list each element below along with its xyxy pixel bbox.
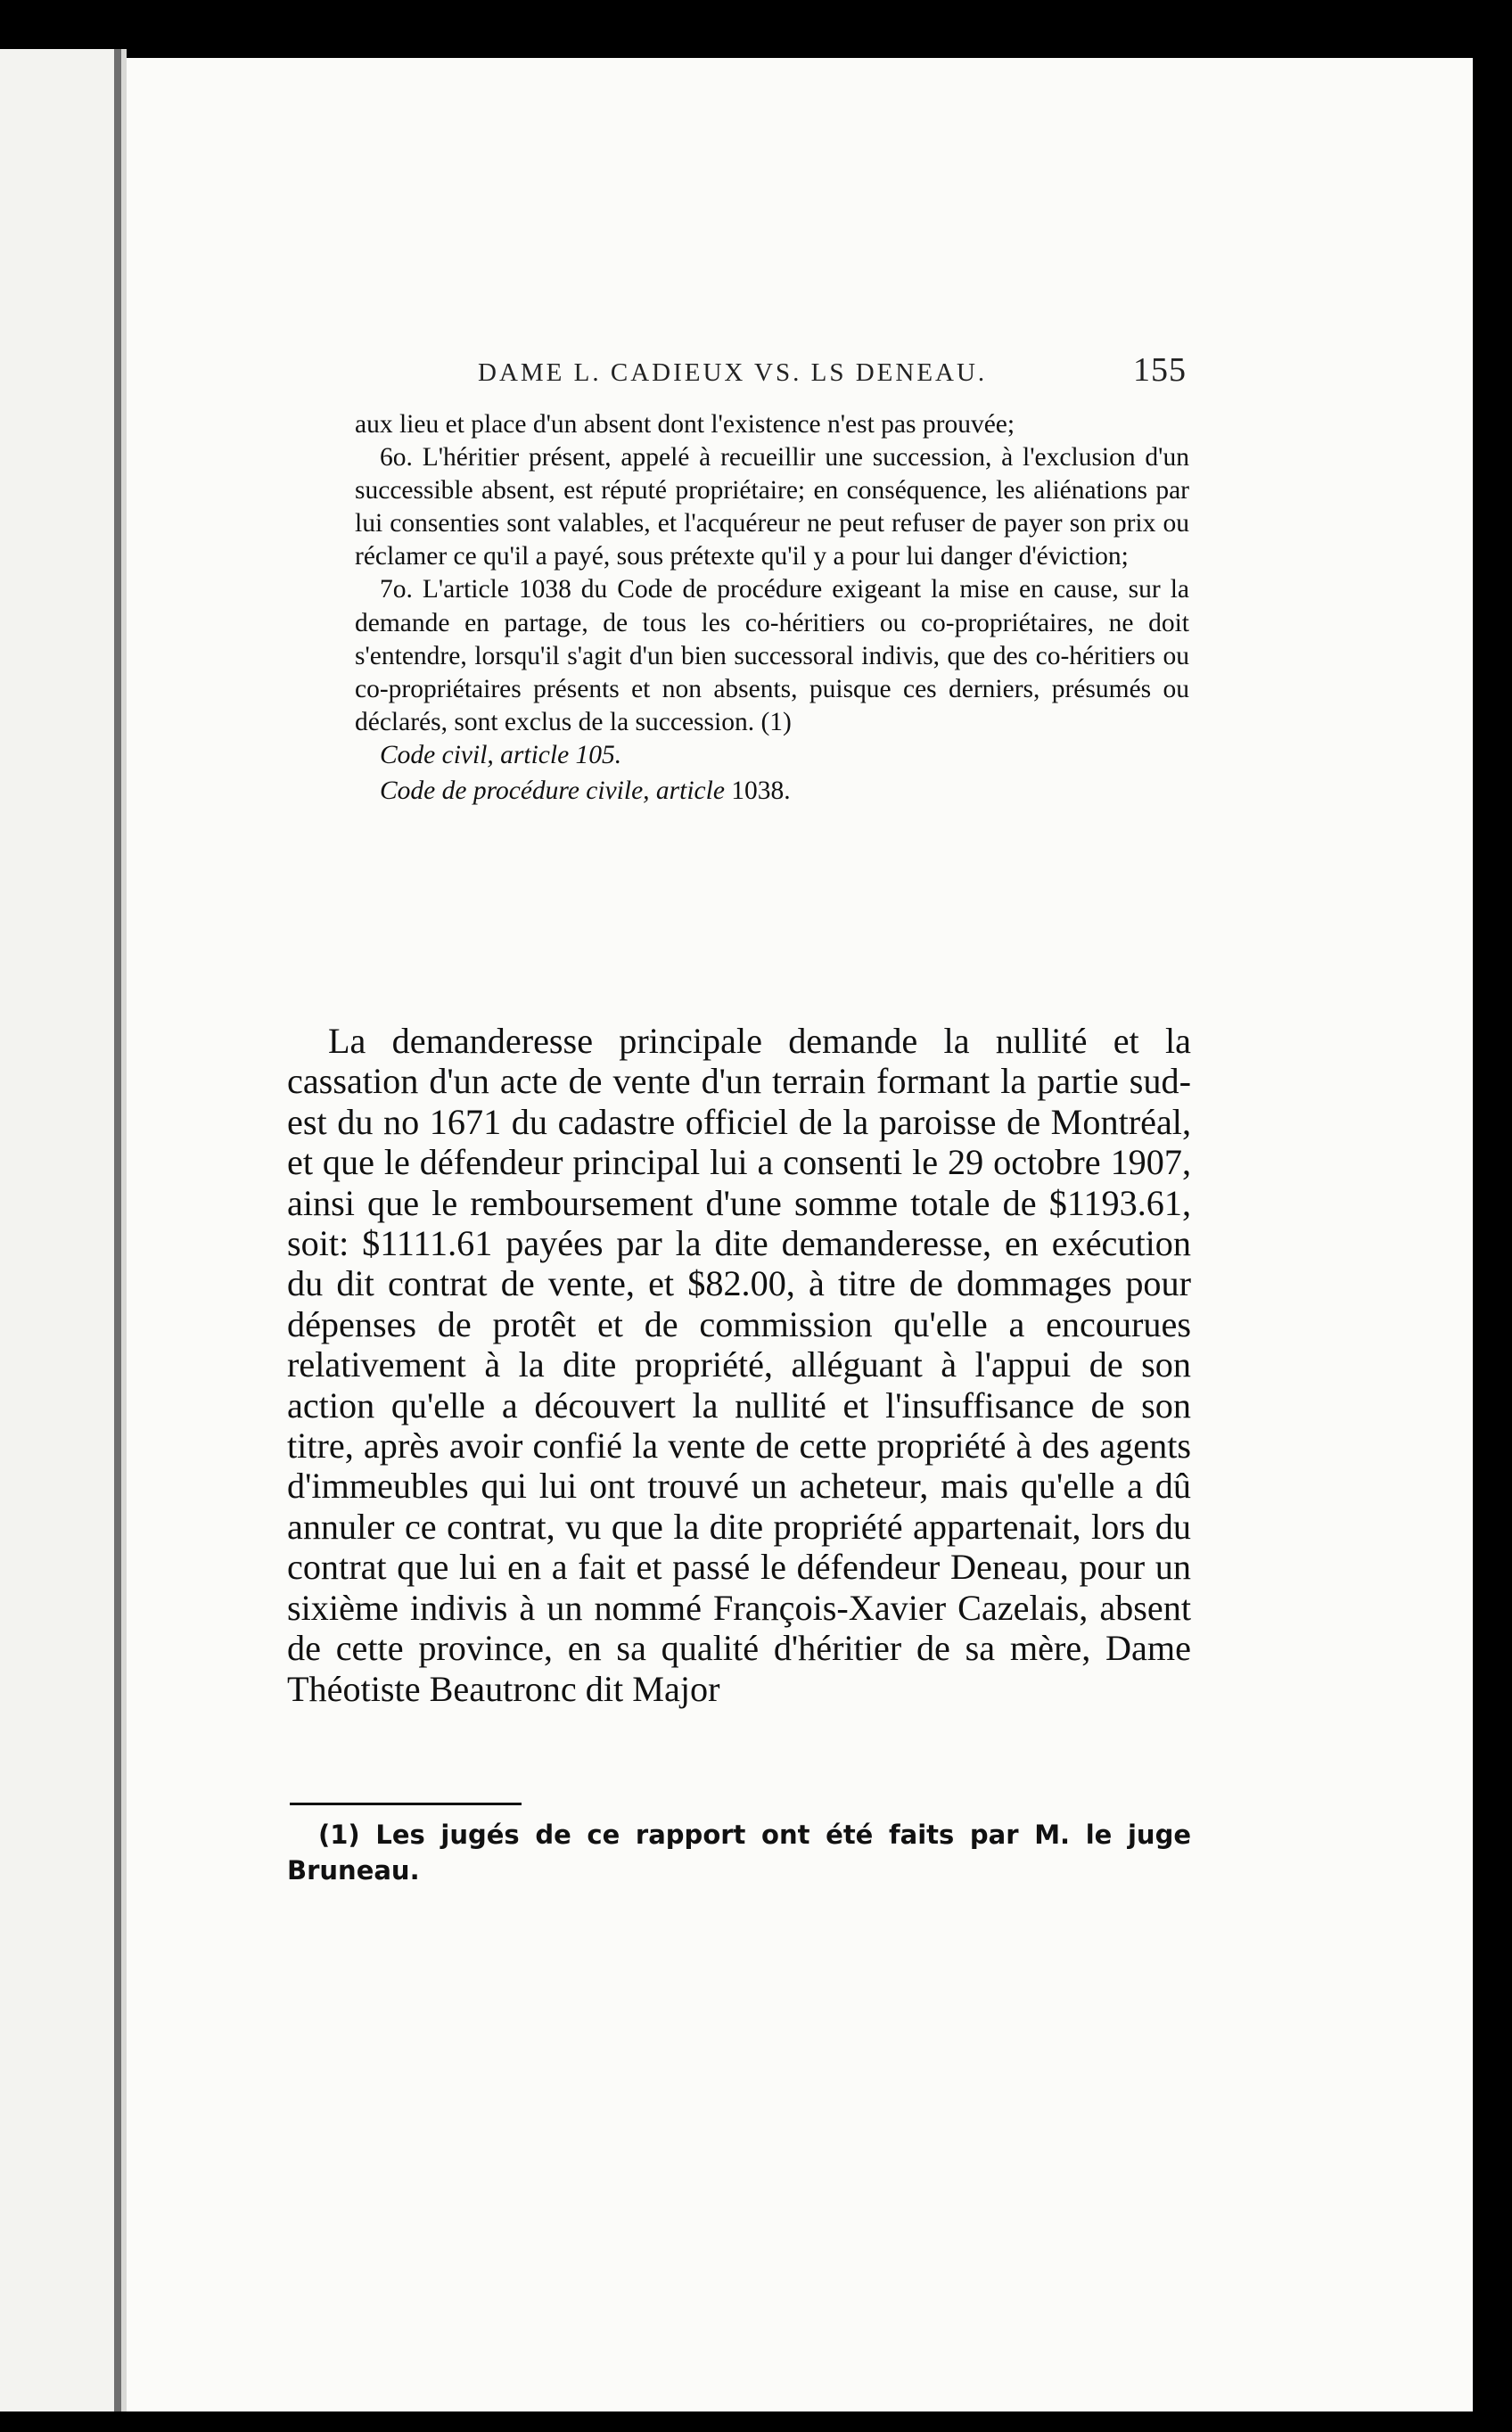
- summary-paragraph-7: 7o. L'article 1038 du Code de procédure exigeant la mise en cause, sur la demande en partage, de tous les co-héritiers ou co-propriétaires, ne doit s'entendre, lorsqu'il s'agit d'un bien successoral indivis, que des co-héritiers ou co-propriétaires présents et non absents, puisque ces derniers, présumés ou déclarés, sont exclus de la succession. (1): [355, 575, 1189, 736]
- main-text: [287, 1021, 1191, 1709]
- previous-page-edge: [0, 49, 114, 2411]
- citation-procedure-code-text: Code de procédure civile, article: [380, 776, 725, 806]
- footnote-text: (1) Les jugés de ce rapport ont été faits par M. le juge Bruneau.: [287, 1820, 1191, 1886]
- book-gutter-shadow: [114, 49, 121, 2411]
- main-paragraph: La demanderesse principale demande la nullité et la cassation d'un acte de vente d'un terrain formant la partie sud-est du no 1671 du cadastre officiel de la paroisse de Montréal, et que le défendeur principal lui a consenti le 29 octobre 1907, ainsi que le remboursement d'une somme totale de $1193.61, soit: $1111.61 payées par la dite demanderesse, en exécution du dit contrat de vente, et $82.00, à titre de dommages pour dépenses de protêt et de commission qu'elle a encourues relativement à la dite propriété, alléguant à l'appui de son action qu'elle a découvert la nullité et l'insuffisance de son titre, après avoir confié la vente de cette propriété à des agents d'immeubles qui lui ont trouvé un acheteur, mais qu'elle a dû annuler ce contrat, vu que la dite propriété appartenait, lors du contrat que lui en a fait et passé le défendeur Deneau, pour un sixième indivis à un nommé François-Xavier Cazelais, absent de cette province, en sa qualité d'héritier de sa mère, Dame Théotiste Beautronc dit Major: [287, 1021, 1191, 1709]
- running-head: [478, 350, 1187, 390]
- summary-paragraph-6: 6o. L'héritier présent, appelé à recueillir une succession, à l'exclusion d'un successible absent, est réputé propriétaire; en conséquence, les aliénations par lui consenties sont valables, et l'acquéreur ne peut refuser de payer son prix ou réclamer ce qu'il a payé, sous prétexte qu'il y a pour lui danger d'éviction;: [355, 443, 1189, 571]
- case-summary: [355, 408, 1189, 808]
- summary-paragraph-5-continued: aux lieu et place d'un absent dont l'existence n'est pas prouvée;: [355, 410, 1015, 439]
- footnote-rule: [290, 1803, 522, 1805]
- running-head-title: DAME L. CADIEUX VS. LS DENEAU.: [478, 358, 988, 387]
- citation-procedure-code-number: 1038.: [731, 776, 791, 806]
- citation-civil-code: Code civil, article 105.: [380, 740, 622, 769]
- footnote: [287, 1817, 1191, 1888]
- citation-procedure-code: [355, 775, 1189, 808]
- page-number: 155: [1133, 351, 1187, 389]
